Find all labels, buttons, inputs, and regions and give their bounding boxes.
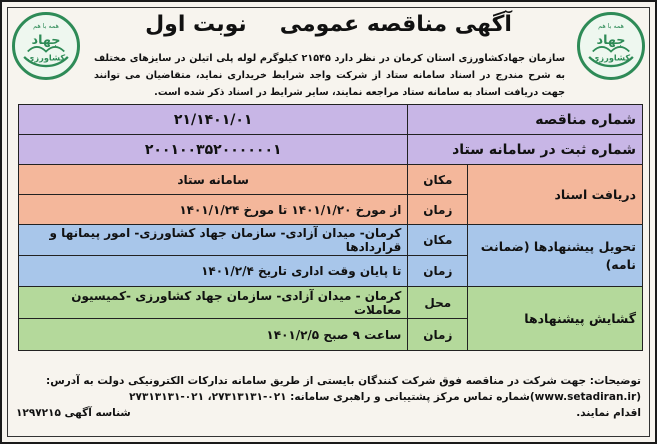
notes-line-2: (www.setadiran.ir)شماره تماس مرکز پشتیبانی و راهبری سامانه: ۰۲۱-۲۷۳۱۳۱۳۱، ۰۲۱-۲۷۳۱۳۱۳۱ اقدام نمایند. (129, 391, 641, 419)
setad-row (19, 135, 643, 165)
section-value: از مورخ ۱۴۰۱/۱/۲۰ تا مورخ ۱۴۰۱/۱/۲۴ (19, 195, 408, 225)
section-value: کرمان - میدان آزادی- سازمان جهاد کشاورزی -کمیسیون معاملات (19, 287, 408, 319)
tender-number-row (19, 105, 643, 135)
sub-label: زمان (408, 195, 468, 225)
notes-line-1: توضیحات: جهت شرکت در مناقصه فوق شرکت کنندگان بایستی از طریق سامانه تدارکات الکترونیکی دولت به آدرس: (46, 375, 641, 387)
logo-bottom-text: کشاورزی (591, 52, 631, 63)
ad-id: شناسه آگهی ۱۲۹۷۲۱۵ (16, 407, 131, 419)
section-value: سامانه ستاد (19, 165, 408, 195)
section-row (19, 225, 643, 256)
jahad-logo-right (577, 12, 645, 80)
setad-label: شماره ثبت در سامانه ستاد (408, 135, 643, 165)
tender-number-label: شماره مناقصه (408, 105, 643, 135)
logo-top-text: همه با هم (33, 21, 59, 30)
jahad-logo-left (12, 12, 80, 80)
section-value: تا پایان وقت اداری تاریخ ۱۴۰۱/۲/۴ (19, 256, 408, 287)
sub-label: زمان (408, 256, 468, 287)
logo-top-text: همه با هم (598, 21, 624, 30)
logo-emblem-icon (580, 15, 642, 77)
sub-label: مکان (408, 165, 468, 195)
tender-number-value: ۲۱/۱۴۰۱/۰۱ (19, 105, 408, 135)
notice-turn: نوبت اول (145, 12, 247, 37)
logo-main-text: جهاد (31, 33, 61, 49)
section-label-opening: گشایش پیشنهادها (468, 287, 643, 351)
section-value: کرمان- میدان آزادی- سازمان جهاد کشاورزی- امور پیمانها و قراردادها (19, 225, 408, 256)
tender-table (18, 104, 643, 351)
sub-label: محل (408, 287, 468, 319)
sub-label: مکان (408, 225, 468, 256)
intro-paragraph: سازمان جهادکشاورزی استان کرمان در نظر دارد ۲۱۵۴۵ کیلوگرم لوله پلی اتیلن در سایزهای مختلف به شرح مندرج در اسناد سامانه ستاد از شرکت واجد شرایط خریداری نماید، متقاضیان می توانند جهت دریافت اسناد به سامانه ستاد مراجعه نمایند، سایر شرایط در اسناد ذکر شده است. (94, 53, 566, 98)
section-label-documents: دریافت اسناد (468, 165, 643, 225)
logo-emblem-icon (15, 15, 77, 77)
logo-bottom-text: کشاورزی (26, 52, 66, 63)
section-row (19, 165, 643, 195)
sub-label: زمان (408, 319, 468, 351)
section-row (19, 287, 643, 319)
setad-value: ۲۰۰۱۰۰۳۵۲۰۰۰۰۰۰۱ (19, 135, 408, 165)
section-label-submission: تحویل پیشنهادها (ضمانت نامه) (468, 225, 643, 287)
notes-section (16, 373, 641, 421)
section-value: ساعت ۹ صبح ۱۴۰۱/۲/۵ (19, 319, 408, 351)
notice-header (92, 12, 565, 42)
notice-title: آگهی مناقصه عمومی (279, 12, 512, 37)
logo-main-text: جهاد (596, 33, 626, 49)
